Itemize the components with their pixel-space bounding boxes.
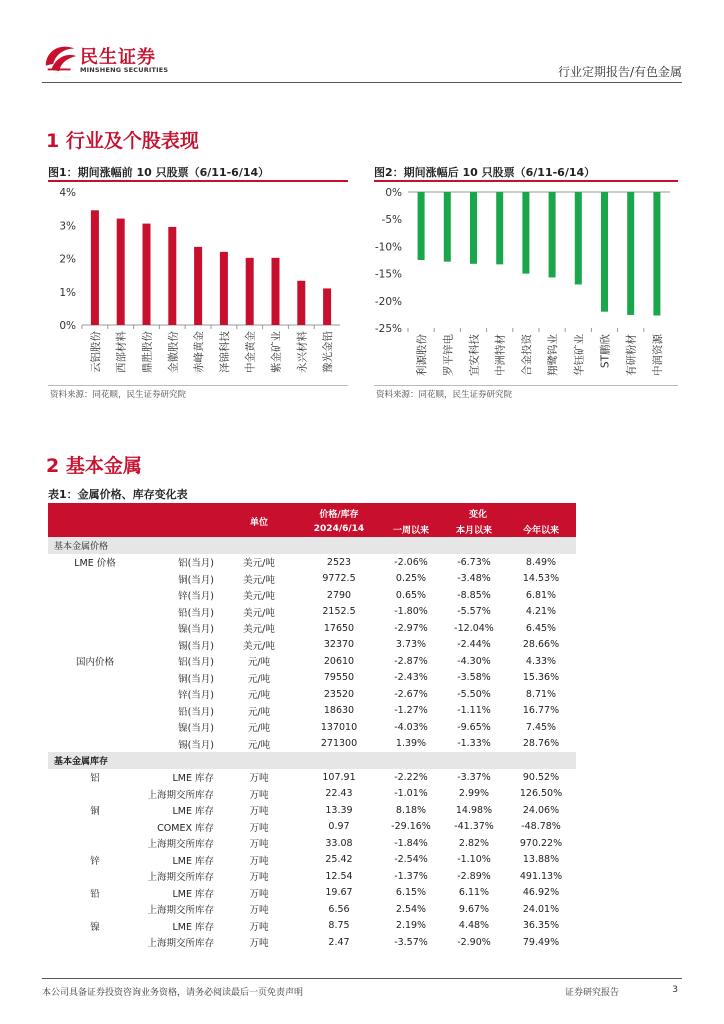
bar-永兴材料 xyxy=(297,281,305,325)
header-price: 价格/库存 xyxy=(319,509,359,520)
row-week-change: -1.01% xyxy=(394,788,428,800)
figure-2-bottom-rule xyxy=(374,385,678,386)
figure-1-title: 图1：期间涨幅前 10 只股票（6/11-6/14） xyxy=(48,166,270,179)
bar-中金黄金 xyxy=(246,258,254,325)
header-date: 2024/6/14 xyxy=(313,524,365,534)
row-unit: 万吨 xyxy=(249,888,269,900)
row-ytd-change: 90.52% xyxy=(522,771,560,783)
row-month-change: -3.48% xyxy=(457,573,491,585)
row-month-change: -1.10% xyxy=(457,854,491,866)
row-value: 9772.5 xyxy=(322,573,356,585)
table-row xyxy=(48,885,576,902)
table-row xyxy=(48,918,576,935)
row-category: 铝 xyxy=(90,773,100,785)
row-value: 18630 xyxy=(323,705,355,717)
header-change: 变化 xyxy=(468,509,487,520)
row-ytd-change: 79.49% xyxy=(522,936,560,948)
group-label: 基本金属价格 xyxy=(48,537,576,554)
bar-金徽股份 xyxy=(168,227,176,325)
row-category xyxy=(48,637,142,654)
row-value: 17650 xyxy=(323,622,355,634)
row-value: 22.43 xyxy=(325,788,353,800)
row-value: 79550 xyxy=(323,672,355,684)
table-row xyxy=(48,637,576,654)
row-value: 137010 xyxy=(320,721,358,733)
row-month-change: 2.82% xyxy=(458,837,490,849)
row-unit: 美元/吨 xyxy=(243,591,275,603)
row-week-change: -29.16% xyxy=(391,821,431,833)
row-value: 0.97 xyxy=(328,821,350,833)
row-ytd-change: 4.33% xyxy=(525,655,557,667)
row-category xyxy=(48,620,142,637)
row-item: LME 库存 xyxy=(172,888,214,900)
table-group-row xyxy=(48,752,576,769)
row-ytd-change: 24.06% xyxy=(522,804,560,816)
row-month-change: -1.11% xyxy=(457,705,491,717)
row-category xyxy=(48,686,142,703)
row-value: 2.47 xyxy=(328,936,350,948)
row-item: 上海期交所库存 xyxy=(147,872,214,884)
row-month-change: -9.65% xyxy=(457,721,491,733)
row-item: 铜(当月) xyxy=(178,574,214,586)
table-row xyxy=(48,852,576,869)
row-unit: 美元/吨 xyxy=(243,640,275,652)
row-value: 13.39 xyxy=(325,804,353,816)
row-unit: 万吨 xyxy=(249,938,269,950)
row-ytd-change: 13.88% xyxy=(522,854,560,866)
table-1-title: 表1：金属价格、库存变化表 xyxy=(48,488,188,501)
row-item: LME 库存 xyxy=(172,773,214,785)
table-row xyxy=(48,670,576,687)
row-item: 上海期交所库存 xyxy=(147,905,214,917)
row-category xyxy=(48,703,142,720)
bar-豫光金铅 xyxy=(323,288,331,325)
x-category-label: 西部材料 xyxy=(115,331,128,373)
x-category-label: 中洲特材 xyxy=(494,334,507,376)
row-item: LME 库存 xyxy=(172,806,214,818)
bar-鼎胜股份 xyxy=(143,224,151,325)
row-unit: 万吨 xyxy=(249,773,269,785)
row-category: 镍 xyxy=(90,921,100,933)
table-row xyxy=(48,554,576,571)
row-week-change: 0.65% xyxy=(395,589,427,601)
row-value: 2152.5 xyxy=(322,606,356,618)
row-unit: 美元/吨 xyxy=(243,574,275,586)
row-week-change: -2.87% xyxy=(394,655,428,667)
row-item: 镍(当月) xyxy=(178,624,214,636)
row-unit: 万吨 xyxy=(249,872,269,884)
row-week-change: 1.39% xyxy=(395,738,427,750)
table-row xyxy=(48,571,576,588)
row-ytd-change: 4.21% xyxy=(525,606,557,618)
row-value: 19.67 xyxy=(325,887,353,899)
section-2-title: 2 基本金属 xyxy=(46,455,142,477)
x-category-label: 有研粉材 xyxy=(625,334,638,376)
row-category xyxy=(48,819,142,836)
row-week-change: 3.73% xyxy=(395,639,427,651)
x-category-label: 华钰矿业 xyxy=(573,334,586,376)
table-row xyxy=(48,786,576,803)
x-category-label: 利源股份 xyxy=(416,334,429,376)
row-ytd-change: 6.81% xyxy=(525,589,557,601)
row-unit: 元/吨 xyxy=(247,657,271,669)
x-category-label: 宜安科技 xyxy=(468,334,481,376)
table-row xyxy=(48,868,576,885)
row-week-change: -2.67% xyxy=(394,688,428,700)
table-row xyxy=(48,736,576,753)
table-row xyxy=(48,901,576,918)
row-week-change: -3.57% xyxy=(394,936,428,948)
row-item: 上海期交所库存 xyxy=(147,839,214,851)
logo-text: 民生证券 xyxy=(80,47,156,68)
logo-subtext: MINSHENG SECURITIES xyxy=(80,66,169,74)
y-tick-label: -15% xyxy=(374,268,402,281)
y-tick-label: -25% xyxy=(374,323,402,335)
row-week-change: -4.03% xyxy=(394,721,428,733)
row-ytd-change: 36.35% xyxy=(522,920,560,932)
row-month-change: -2.90% xyxy=(457,936,491,948)
row-month-change: -2.89% xyxy=(457,870,491,882)
row-unit: 元/吨 xyxy=(247,739,271,751)
row-item: 锌(当月) xyxy=(178,591,214,603)
row-month-change: -4.30% xyxy=(457,655,491,667)
bar-赤峰黄金 xyxy=(194,247,202,325)
row-value: 8.75 xyxy=(328,920,350,932)
row-category: 铜 xyxy=(90,806,100,818)
row-week-change: -2.97% xyxy=(394,622,428,634)
row-ytd-change: 970.22% xyxy=(519,837,563,849)
bar-ST鹏欣 xyxy=(601,192,608,312)
row-ytd-change: 126.50% xyxy=(519,788,563,800)
row-week-change: 2.54% xyxy=(395,903,427,915)
row-value: 20610 xyxy=(323,655,355,667)
metal-price-inventory-table xyxy=(48,505,576,951)
table-row xyxy=(48,769,576,786)
row-category xyxy=(48,835,142,852)
row-item: 上海期交所库存 xyxy=(147,938,214,950)
row-week-change: 0.25% xyxy=(395,573,427,585)
table-row xyxy=(48,604,576,621)
row-ytd-change: 24.01% xyxy=(522,903,560,915)
row-category xyxy=(48,670,142,687)
row-category xyxy=(48,736,142,753)
table-row xyxy=(48,719,576,736)
bar-宜安科技 xyxy=(470,192,477,264)
table-row xyxy=(48,653,576,670)
header-unit: 单位 xyxy=(249,517,268,528)
row-category: LME 价格 xyxy=(74,558,116,570)
y-tick-label: 4% xyxy=(59,187,76,199)
row-month-change: -2.44% xyxy=(457,639,491,651)
row-item: 镍(当月) xyxy=(178,723,214,735)
row-item: 锡(当月) xyxy=(178,640,214,652)
row-unit: 万吨 xyxy=(249,789,269,801)
row-item: 铝(当月) xyxy=(178,657,214,669)
row-month-change: -3.58% xyxy=(457,672,491,684)
row-week-change: 2.19% xyxy=(395,920,427,932)
row-value: 2790 xyxy=(326,589,352,601)
row-value: 32370 xyxy=(323,639,355,651)
row-value: 6.56 xyxy=(328,903,350,915)
footer-divider xyxy=(42,978,682,979)
x-category-label: 云铝股份 xyxy=(89,331,102,373)
row-value: 25.42 xyxy=(325,854,353,866)
row-category xyxy=(48,604,142,621)
row-item: 上海期交所库存 xyxy=(147,789,214,801)
bar-罗平锌电 xyxy=(444,192,451,262)
table-row xyxy=(48,620,576,637)
figure-1-source: 资料来源：同花顺，民生证券研究院 xyxy=(50,390,187,400)
row-ytd-change: 14.53% xyxy=(522,573,560,585)
table-row xyxy=(48,587,576,604)
row-month-change: -3.37% xyxy=(457,771,491,783)
report-category: 行业定期报告/有色金属 xyxy=(557,65,682,79)
row-unit: 元/吨 xyxy=(247,706,271,718)
row-item: 铅(当月) xyxy=(178,706,214,718)
row-week-change: -2.22% xyxy=(394,771,428,783)
x-category-label: ST鹏欣 xyxy=(599,334,612,369)
row-ytd-change: 16.77% xyxy=(522,705,560,717)
footer-report-type: 证券研究报告 xyxy=(565,988,620,998)
table-header-row-1 xyxy=(48,505,576,521)
y-tick-label: 2% xyxy=(59,253,76,266)
row-unit: 万吨 xyxy=(249,839,269,851)
figure-2-chart xyxy=(374,182,678,384)
row-unit: 万吨 xyxy=(249,905,269,917)
row-ytd-change: 8.71% xyxy=(525,688,557,700)
row-value: 271300 xyxy=(320,738,358,750)
table-row xyxy=(48,703,576,720)
bar-泽锦科技 xyxy=(220,252,228,325)
x-category-label: 赤峰黄金 xyxy=(193,331,206,373)
row-month-change: -5.50% xyxy=(457,688,491,700)
x-category-label: 豫光金铅 xyxy=(322,331,335,373)
row-month-change: 4.48% xyxy=(458,920,490,932)
row-week-change: -1.27% xyxy=(394,705,428,717)
row-week-change: -1.80% xyxy=(394,606,428,618)
row-value: 107.91 xyxy=(322,771,356,783)
bar-云铝股份 xyxy=(91,210,99,325)
y-tick-label: -20% xyxy=(374,295,402,308)
y-tick-label: -5% xyxy=(381,214,402,227)
page-number: 3 xyxy=(672,985,678,995)
bar-合金投资 xyxy=(522,192,529,274)
row-ytd-change: 7.45% xyxy=(525,721,557,733)
figure-1-chart xyxy=(48,182,348,384)
table-row xyxy=(48,934,576,951)
row-category xyxy=(48,587,142,604)
table-row xyxy=(48,802,576,819)
row-ytd-change: 28.76% xyxy=(522,738,560,750)
row-unit: 元/吨 xyxy=(247,690,271,702)
header-ytd: 今年以来 xyxy=(522,525,559,536)
bar-紫金矿业 xyxy=(272,258,280,325)
y-tick-label: 0% xyxy=(59,320,76,332)
row-week-change: -2.43% xyxy=(394,672,428,684)
bar-中润资源 xyxy=(653,192,660,315)
y-tick-label: 3% xyxy=(59,220,76,233)
x-category-label: 永兴材料 xyxy=(296,331,309,373)
figure-2-title: 图2：期间涨幅后 10 只股票（6/11-6/14） xyxy=(374,166,596,179)
row-value: 33.08 xyxy=(325,837,353,849)
row-month-change: -8.85% xyxy=(457,589,491,601)
row-week-change: -1.84% xyxy=(394,837,428,849)
row-category: 铅 xyxy=(90,888,100,900)
bar-华钰矿业 xyxy=(575,192,582,284)
row-category: 国内价格 xyxy=(75,657,114,669)
x-category-label: 中金黄金 xyxy=(244,331,257,373)
row-week-change: -2.06% xyxy=(394,556,428,568)
figure-1-bottom-rule xyxy=(48,385,348,386)
row-week-change: 6.15% xyxy=(395,887,427,899)
row-ytd-change: 46.92% xyxy=(522,887,560,899)
row-month-change: -12.04% xyxy=(454,622,494,634)
table-group-row xyxy=(48,537,576,554)
row-item: 锌(当月) xyxy=(178,690,214,702)
row-category xyxy=(48,868,142,885)
x-category-label: 合金投资 xyxy=(520,334,533,376)
header-week: 一周以来 xyxy=(392,525,429,536)
row-unit: 美元/吨 xyxy=(243,624,275,636)
x-category-label: 泽锦科技 xyxy=(218,331,231,373)
row-item: LME 库存 xyxy=(172,921,214,933)
row-item: 锡(当月) xyxy=(178,739,214,751)
row-month-change: -5.57% xyxy=(457,606,491,618)
figure-2-source: 资料来源：同花顺，民生证券研究院 xyxy=(376,390,513,400)
table-row xyxy=(48,686,576,703)
row-ytd-change: 491.13% xyxy=(519,870,563,882)
row-unit: 元/吨 xyxy=(247,673,271,685)
x-category-label: 翔鹭钨业 xyxy=(547,334,560,376)
minsheng-logo-icon xyxy=(42,40,80,76)
y-tick-label: 1% xyxy=(59,286,76,299)
row-item: 铝(当月) xyxy=(178,558,214,570)
row-category xyxy=(48,571,142,588)
row-month-change: 6.11% xyxy=(458,887,490,899)
row-unit: 万吨 xyxy=(249,806,269,818)
y-tick-label: -10% xyxy=(374,241,402,254)
row-ytd-change: -48.78% xyxy=(521,821,561,833)
row-unit: 美元/吨 xyxy=(243,558,275,570)
row-ytd-change: 8.49% xyxy=(525,556,557,568)
row-week-change: -2.54% xyxy=(394,854,428,866)
x-category-label: 罗平锌电 xyxy=(442,334,455,376)
x-category-label: 鼎胜股份 xyxy=(141,331,154,373)
row-ytd-change: 15.36% xyxy=(522,672,560,684)
bar-利源股份 xyxy=(418,192,425,260)
header-month: 本月以来 xyxy=(455,525,492,536)
row-category xyxy=(48,786,142,803)
bar-翔鹭钨业 xyxy=(549,192,556,277)
row-month-change: 9.67% xyxy=(458,903,490,915)
bar-中洲特材 xyxy=(496,192,503,264)
row-value: 12.54 xyxy=(325,870,353,882)
header-divider xyxy=(42,82,682,83)
table-row xyxy=(48,835,576,852)
row-month-change: -1.33% xyxy=(457,738,491,750)
row-value: 23520 xyxy=(323,688,355,700)
row-item: COMEX 库存 xyxy=(157,822,214,834)
x-category-label: 金徽股份 xyxy=(167,331,180,373)
row-category: 锌 xyxy=(90,855,100,867)
row-month-change: -41.37% xyxy=(454,821,494,833)
row-ytd-change: 6.45% xyxy=(525,622,557,634)
row-category xyxy=(48,719,142,736)
row-month-change: 2.99% xyxy=(458,788,490,800)
bar-有研粉材 xyxy=(627,192,634,315)
bar-西部材料 xyxy=(117,219,125,325)
row-item: LME 库存 xyxy=(172,855,214,867)
row-month-change: -6.73% xyxy=(457,556,491,568)
row-unit: 美元/吨 xyxy=(243,607,275,619)
row-value: 2523 xyxy=(326,556,352,568)
section-1-title: 1 行业及个股表现 xyxy=(46,130,199,152)
group-label: 基本金属库存 xyxy=(48,752,576,769)
row-category xyxy=(48,934,142,951)
footer-disclaimer: 本公司具备证券投资咨询业务资格，请务必阅读最后一页免责声明 xyxy=(42,988,304,998)
row-category xyxy=(48,901,142,918)
x-category-label: 中润资源 xyxy=(651,334,664,376)
row-unit: 万吨 xyxy=(249,921,269,933)
row-ytd-change: 28.66% xyxy=(522,639,560,651)
y-tick-label: 0% xyxy=(385,187,402,199)
row-item: 铜(当月) xyxy=(178,673,214,685)
row-unit: 元/吨 xyxy=(247,723,271,735)
row-unit: 万吨 xyxy=(249,822,269,834)
row-week-change: 8.18% xyxy=(395,804,427,816)
x-category-label: 紫金矿业 xyxy=(270,331,283,373)
row-month-change: 14.98% xyxy=(455,804,493,816)
row-week-change: -1.37% xyxy=(394,870,428,882)
row-item: 铅(当月) xyxy=(178,607,214,619)
table-row xyxy=(48,819,576,836)
row-unit: 万吨 xyxy=(249,855,269,867)
